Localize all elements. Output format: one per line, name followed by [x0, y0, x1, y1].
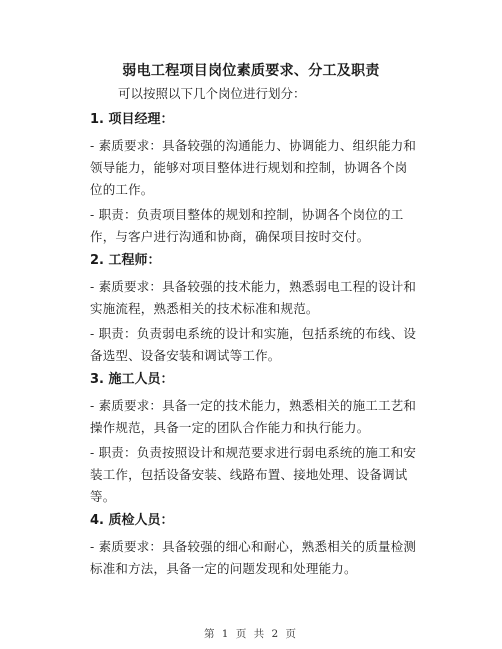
section-paragraph: - 素质要求：具备较强的沟通能力、协调能力、组织能力和领导能力，能够对项目整体进行规划和控制，协调各个岗位的工作。	[90, 138, 417, 197]
section-quality-inspector	[90, 512, 418, 580]
section-heading: 2. 工程师：	[90, 253, 161, 268]
section-project-manager	[90, 111, 418, 248]
section-paragraph: - 职责：负责项目整体的规划和控制，协调各个岗位的工作，与客户进行沟通和协商，确保项目按时交付。	[90, 207, 404, 244]
section-paragraph: - 素质要求：具备较强的技术能力，熟悉弱电工程的设计和实施流程，熟悉相关的技术标准和规范。	[90, 279, 417, 316]
section-construction-staff	[90, 371, 418, 508]
page-footer: 第 1 页 共 2 页	[203, 628, 299, 640]
intro-text: 可以按照以下几个岗位进行划分：	[118, 86, 306, 101]
section-engineer	[90, 252, 418, 367]
section-paragraph: - 职责：负责弱电系统的设计和实施，包括系统的布线、设备选型、设备安装和调试等工作。	[90, 326, 417, 363]
section-paragraph: - 职责：负责按照设计和规范要求进行弱电系统的施工和安装工作，包括设备安装、线路布置、接地处理、设备调试等。	[90, 445, 417, 504]
section-paragraph: - 素质要求：具备较强的细心和耐心，熟悉相关的质量检测标准和方法，具备一定的问题发现和处理能力。	[90, 539, 417, 576]
section-heading: 4. 质检人员：	[90, 513, 174, 528]
section-paragraph: - 素质要求：具备一定的技术能力，熟悉相关的施工工艺和操作规范，具备一定的团队合作能力和执行能力。	[90, 398, 417, 435]
document-body	[90, 107, 418, 583]
document-title: 弱电工程项目岗位素质要求、分工及职责	[122, 63, 380, 79]
section-heading: 1. 项目经理：	[90, 112, 174, 127]
section-heading: 3. 施工人员：	[90, 372, 174, 387]
